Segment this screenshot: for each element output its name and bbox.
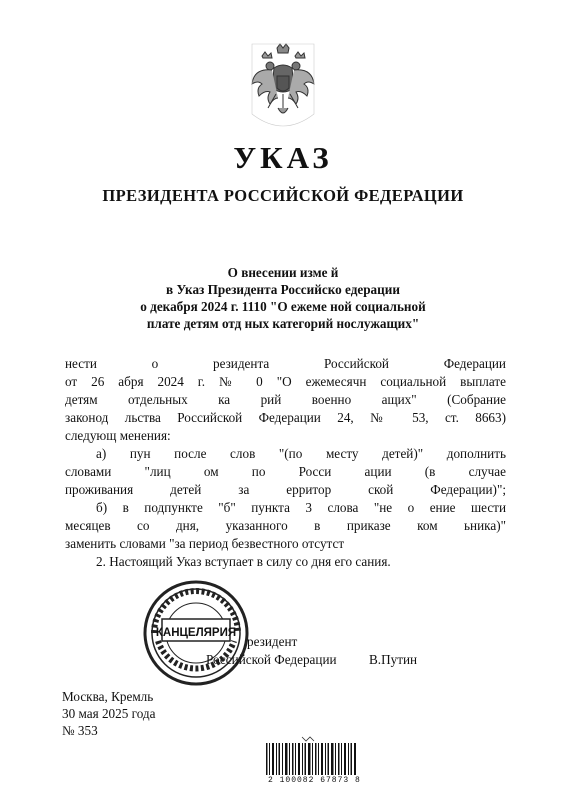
barcode [266,735,358,779]
barcode-number: 2 100082 67873 8 [268,776,361,785]
chancellery-stamp [142,579,250,687]
body-pb-line-3: заменить словами "за период безвестного отсутст [65,536,345,551]
body-p1-line-3: детям отдельных ка рий военно ащих" (Собрание [65,392,506,407]
body-pa-line-3: проживания детей за ерритор ской Федерации)"; [65,482,506,497]
signature-title-line-2: Российской Федерации [206,652,337,667]
heading-line-2: в Указ Президента Российско едерации [166,282,400,297]
stamp-center-text: КАНЦЕЛЯРИЯ [155,627,237,639]
coat-of-arms-emblem [248,42,318,130]
document-title: УКАЗ [233,140,333,175]
heading-line-4: плате детям отд ных категорий нослужащих" [146,316,420,331]
body-p1-line-5: следующ менения: [65,428,171,443]
signature-name: В.Путин [369,652,418,667]
place-number: № 353 [62,723,98,738]
heading-line-1: О внесении изме й [227,265,339,280]
heading-line-3: о декабря 2024 г. 1110 "О ежеме ной социальной [140,299,426,314]
body-p1-line-2: от 26 абря 2024 г. № 0 "О ежемесячн социальной выплате [65,374,506,389]
body-pb-line-2: месяцев со дня, указанного в приказе ком ьника)" [65,518,506,533]
body-pb-line-1: б) в подпункте "б" пункта 3 слова "не о ение шести [96,500,506,515]
signature-title-line-1: резидент [247,634,298,649]
body-pa-line-2: словами "лиц ом по Росси ации (в случае [65,464,506,479]
place-date: 30 мая 2025 года [62,706,156,721]
body-p2: 2. Настоящий Указ вступает в силу со дня его сания. [96,554,391,569]
place-city: Москва, Кремль [62,689,154,704]
body-p1-line-4: законод льства Российской Федерации 24, № 53, ст. 8663) [65,410,506,425]
body-pa-line-1: а) пун после слов "(по месту детей)" дополнить [96,446,506,461]
document-subtitle: ПРЕЗИДЕНТА РОССИЙСКОЙ ФЕДЕРАЦИИ [102,186,464,205]
body-p1-line-1: нести о резидента Российской Федерации [65,356,506,371]
